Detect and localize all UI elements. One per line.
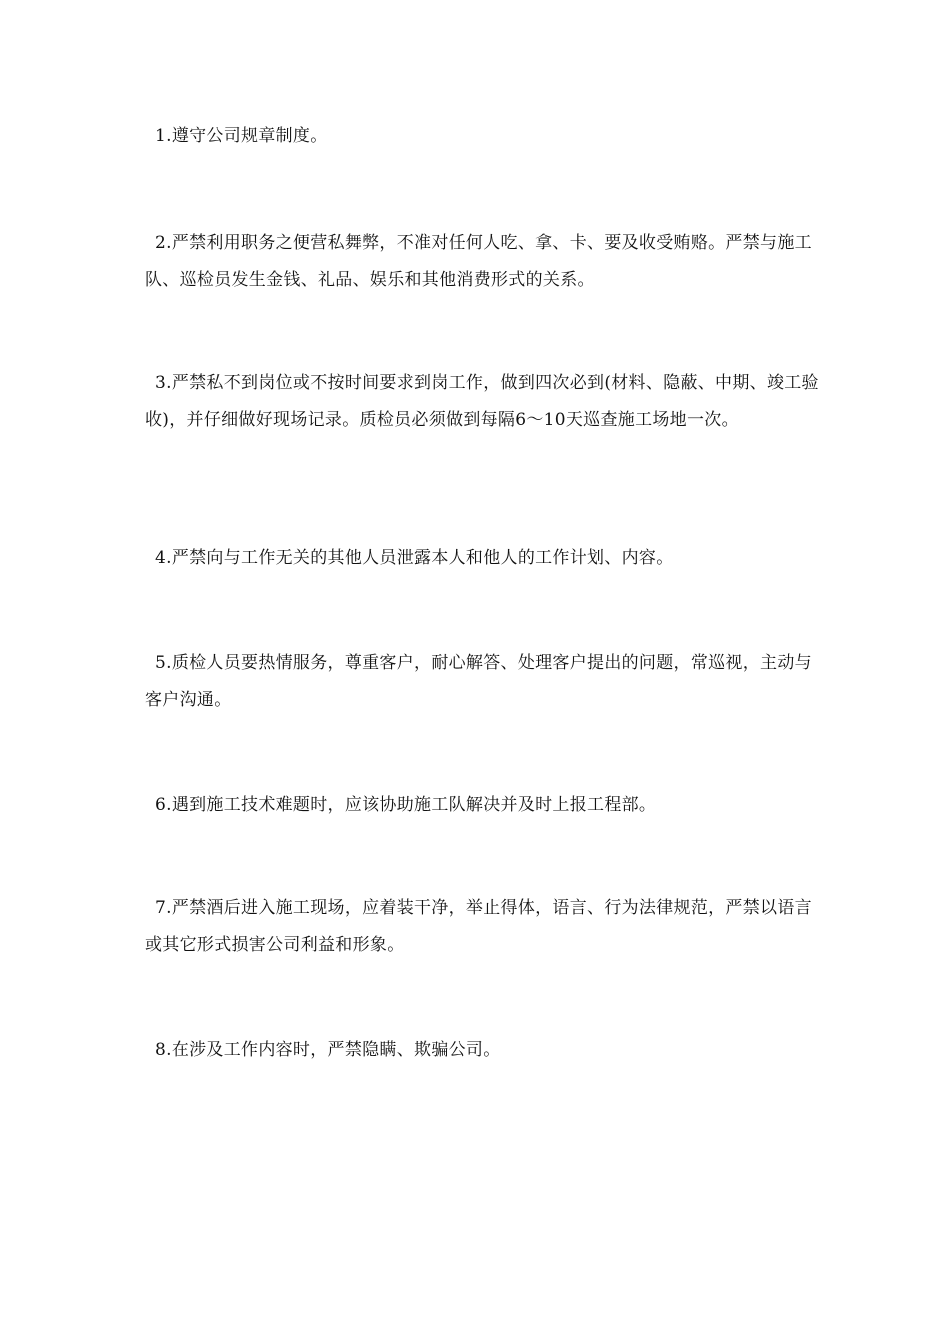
rule-item-1: 1.遵守公司规章制度。 [155,126,328,146]
rule-item-5: 5.质检人员要热情服务，尊重客户，耐心解答、处理客户提出的问题，常巡视，主动与客户沟通。 [145,653,812,710]
rule-item-3: 3.严禁私不到岗位或不按时间要求到岗工作，做到四次必到(材料、隐蔽、中期、竣工验收)，并仔细做好现场记录。质检员必须做到每隔6～10天巡查施工场地一次。 [145,373,819,430]
rule-item-8: 8.在涉及工作内容时，严禁隐瞒、欺骗公司。 [155,1040,501,1060]
rule-item-6: 6.遇到施工技术难题时，应该协助施工队解决并及时上报工程部。 [155,795,657,815]
rule-item-7: 7.严禁酒后进入施工现场，应着装干净，举止得体，语言、行为法律规范，严禁以语言或其它形式损害公司利益和形象。 [145,898,812,955]
rule-item-2: 2.严禁利用职务之便营私舞弊，不准对任何人吃、拿、卡、要及收受贿赂。严禁与施工队、巡检员发生金钱、礼品、娱乐和其他消费形式的关系。 [145,233,812,290]
rule-item-4: 4.严禁向与工作无关的其他人员泄露本人和他人的工作计划、内容。 [155,548,674,568]
